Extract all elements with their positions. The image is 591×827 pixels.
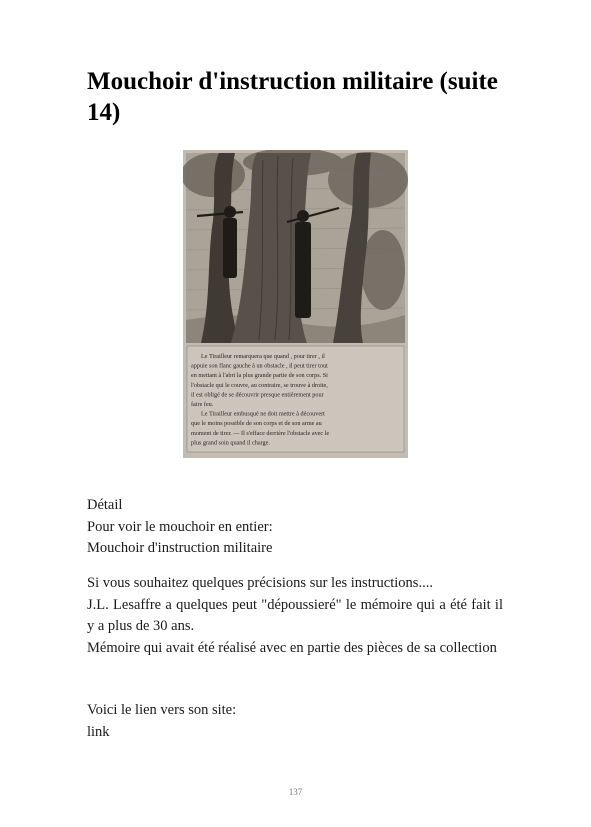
detail-label: Détail bbox=[87, 497, 123, 513]
detail-block bbox=[87, 495, 503, 560]
caption-line: appuie son flanc gauche à un obstacle , il peut tirer tout bbox=[191, 362, 328, 370]
handkerchief-detail-photo bbox=[183, 150, 408, 458]
site-block bbox=[87, 700, 503, 743]
caption-line: faire feu. bbox=[191, 401, 214, 408]
site-intro-text: Voici le lien vers son site: bbox=[87, 702, 237, 718]
caption-line: Le Tirailleur remarquera que quand , pour tirer , il bbox=[201, 353, 325, 360]
precisions-block bbox=[87, 573, 503, 659]
memoire-text: Mémoire qui avait été réalisé avec en partie des pièces de sa collection bbox=[87, 639, 497, 656]
caption-line: il est obligé de se découvrir presque entièrement pour bbox=[191, 391, 324, 399]
caption-line: que le moins possible de son corps et de son arme au bbox=[191, 420, 322, 428]
lesaffre-text: J.L. Lesaffre a quelques peut "dépoussieré" le mémoire qui a été fait il y a plus de 30 ans. bbox=[87, 596, 503, 634]
caption-line: moment de tirer. — Il s'efface derrière l'obstacle avec le bbox=[191, 429, 330, 437]
page-title: Mouchoir d'instruction militaire (suite 14) bbox=[87, 68, 498, 126]
caption-line: Le Tirailleur embusqué ne doit mettre à découvert bbox=[201, 410, 325, 418]
full-handkerchief-link[interactable]: Mouchoir d'instruction militaire bbox=[87, 540, 273, 556]
precisions-text: Si vous souhaitez quelques précisions sur les instructions.... bbox=[87, 575, 433, 591]
caption-line: en mettant à l'abri la plus grande partie de son corps. Si bbox=[191, 372, 328, 380]
engraving-illustration bbox=[183, 150, 408, 458]
caption-line: l'obstacle qui le couvre, au contraire, se trouve à droite, bbox=[191, 381, 328, 389]
page-number: 137 bbox=[288, 787, 303, 797]
caption-line: plus grand soin quand il charge. bbox=[191, 439, 270, 447]
see-full-text: Pour voir le mouchoir en entier: bbox=[87, 518, 273, 535]
site-link[interactable]: link bbox=[87, 723, 110, 740]
